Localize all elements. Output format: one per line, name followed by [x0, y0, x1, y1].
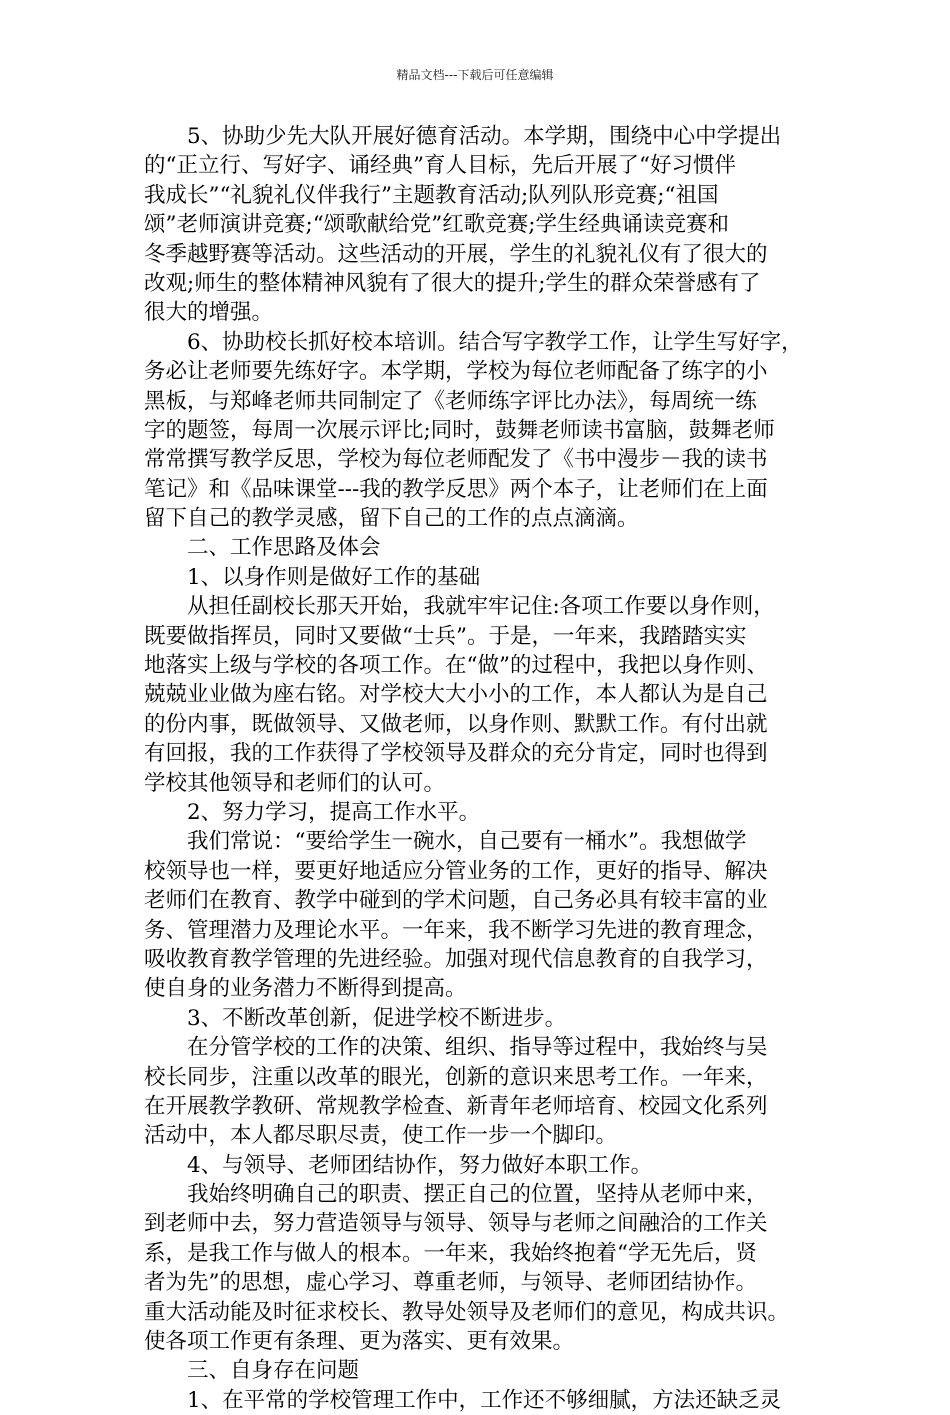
text-line: 很大的增强。	[144, 300, 274, 326]
text-line: 我们常说：“要给学生一碗水，自己要有一桶水”。我想做学	[187, 829, 747, 855]
text-line: 活动中，本人都尽职尽责，使工作一步一个脚印。	[144, 1123, 618, 1149]
text-line: 校长同步，注重以改革的眼光，创新的意识来思考工作。一年来，	[144, 1064, 768, 1090]
text-line: 老师们在教育、教学中碰到的学术问题，自己务必具有较丰富的业	[144, 888, 768, 914]
text-line: 兢兢业业做为座右铭。对学校大大小小的工作，本人都认为是自己	[144, 682, 768, 708]
text-line: 有回报，我的工作获得了学校领导及群众的充分肯定，同时也得到	[144, 741, 768, 767]
text-line: 校领导也一样，要更好地适应分管业务的工作，更好的指导、解决	[144, 858, 768, 884]
text-line: 我始终明确自己的职责、摆正自己的位置，坚持从老师中来，	[187, 1182, 768, 1208]
text-line: 使自身的业务潜力不断得到提高。	[144, 976, 467, 1002]
text-line: 在分管学校的工作的决策、组织、指导等过程中，我始终与吴	[187, 1035, 768, 1061]
text-line: 务、管理潜力及理论水平。一年来，我不断学习先进的教育理念，	[144, 917, 768, 943]
text-line: 到老师中去，努力营造领导与领导、领导与老师之间融洽的工作关	[144, 1211, 768, 1237]
text-line: 3、不断改革创新，促进学校不断进步。	[187, 1005, 567, 1031]
text-line: 三、自身存在问题	[187, 1358, 360, 1384]
page-header: 精品文档---下载后可任意编辑	[396, 68, 554, 82]
text-line: 务必让老师要先练好字。本学期，学校为每位老师配备了练字的小	[144, 359, 768, 385]
text-line: 6、协助校长抓好校本培训。结合写字教学工作，让学生写好字，	[187, 329, 803, 355]
text-line: 者为先”的思想，虚心学习、尊重老师，与领导、老师团结协作。	[144, 1270, 757, 1296]
document-body	[144, 122, 812, 1415]
text-line: 5、协助少先大队开展好德育活动。本学期，围绕中心中学提出	[187, 124, 782, 149]
text-line: 4、与领导、老师团结协作，努力做好本职工作。	[187, 1152, 653, 1178]
text-line: 改观;师生的整体精神风貌有了很大的提升;学生的群众荣誉感有了	[144, 270, 761, 296]
text-line: 既要做指挥员，同时又要做“士兵”。于是，一年来，我踏踏实实	[144, 623, 747, 649]
text-line: 2、努力学习，提高工作水平。	[187, 799, 481, 825]
text-line: 吸收教育教学管理的先进经验。加强对现代信息教育的自我学习，	[144, 946, 768, 972]
text-line: 使各项工作更有条理、更为落实、更有效果。	[144, 1329, 575, 1355]
text-line: 冬季越野赛等活动。这些活动的开展，学生的礼貌礼仪有了很大的	[144, 241, 768, 267]
text-line: 的份内事，既做领导、又做老师，以身作则、默默工作。有付出就	[144, 711, 768, 737]
text-line: 的“正立行、写好字、诵经典”育人目标，先后开展了“好习惯伴	[144, 153, 736, 179]
text-line: 我成长”“礼貌礼仪伴我行”主题教育活动;队列队形竞赛;“祖国	[144, 182, 719, 208]
text-line: 颂”老师演讲竞赛;“颂歌献给党”红歌竞赛;学生经典诵读竞赛和	[144, 212, 729, 238]
text-line: 1、在平常的学校管理工作中，工作还不够细腻，方法还缺乏灵	[187, 1387, 782, 1413]
text-line: 1、以身作则是做好工作的基础	[187, 564, 481, 590]
text-line: 笔记》和《品味课堂---我的教学反思》两个本子，让老师们在上面	[144, 476, 768, 502]
text-line: 重大活动能及时征求校长、教导处领导及老师们的意见，构成共识。	[144, 1299, 790, 1325]
text-line: 字的题签，每周一次展示评比;同时，鼓舞老师读书富脑，鼓舞老师	[144, 417, 775, 443]
text-line: 在开展教学教研、常规教学检查、新青年老师培育、校园文化系列	[144, 1093, 768, 1119]
text-line: 常常撰写教学反思，学校为每位老师配发了《书中漫步－我的读书	[144, 447, 768, 473]
text-line: 黑板，与郑峰老师共同制定了《老师练字评比办法》，每周统一练	[144, 388, 757, 414]
text-line: 二、工作思路及体会	[187, 535, 381, 561]
text-line: 留下自己的教学灵感，留下自己的工作的点点滴滴。	[144, 506, 639, 532]
text-line: 从担任副校长那天开始，我就牢牢记住:各项工作要以身作则，	[187, 594, 775, 620]
text-line: 学校其他领导和老师们的认可。	[144, 770, 446, 796]
text-line: 系，是我工作与做人的根本。一年来，我始终抱着“学无先后，贤	[144, 1240, 757, 1266]
text-line: 地落实上级与学校的各项工作。在“做”的过程中，我把以身作则、	[144, 653, 768, 679]
